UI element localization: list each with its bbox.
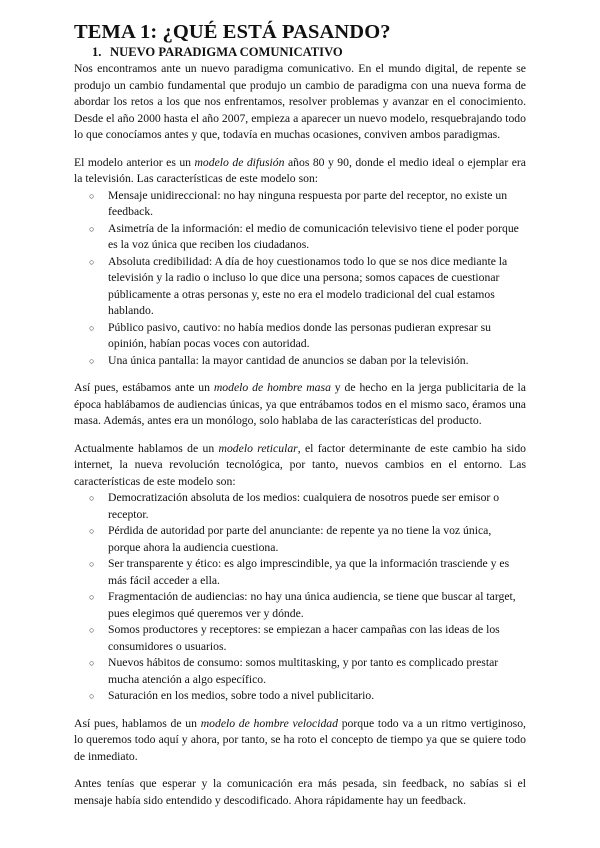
list-item: ○ Ser transparente y ético: es algo imprescindible, ya que la información trasciende y es más fácil acceder a ella. [89,557,510,587]
section-number: 1. [92,45,102,59]
bullet-icon: ○ [89,256,95,267]
paragraph-modelo-difusion: El modelo anterior es un modelo de difusión años 80 y 90, donde el medio ideal o ejemplar era la televisión. Las características de este modelo son: [74,155,526,185]
term-hombre-masa: modelo de hombre masa [213,381,331,394]
list-item: ○ Una única pantalla: la mayor cantidad de anuncios se daban por la televisión. [108,353,526,370]
paragraph-modelo-reticular: Actualmente hablamos de un modelo reticular, el factor determinante de este cambio ha sido internet, la nueva revolución tecnológica, por tanto, nuevos cambios en el entorno. Las características de este modelo son: [74,441,527,488]
bullet-icon: ○ [89,658,95,668]
term-hombre-velocidad: modelo de hombre velocidad [200,716,338,730]
paragraph-intro: Nos encontramos ante un nuevo paradigma comunicativo. En el mundo digital, de repente se produjo un cambio fundamental que produjo un cambio de paradigma con una nueva forma de abordar los retos a los que nos enfrentamos, resolver problemas y avanzar en el conocimiento. Desde el año 2000 hasta el año 2007, empieza a aparecer un nuevo modelo, resquebrajando todo lo que conocíamos antes y que, todavía en muchas ocasiones, conviven ambos paradigmas. [74,62,526,141]
bullet-icon: ○ [89,691,95,701]
list-item: ○ Absoluta credibilidad: A día de hoy cuestionamos todo lo que se nos dice mediante la televisión y la radio o incluso lo que dice una persona; somos capaces de cuestionar públicamente a otras personas y, este no era el modelo tradicional del cual estamos hablando. [89,254,508,317]
list-item: ○ Democratización absoluta de los medios: cualquiera de nosotros puede ser emisor o receptor. [89,491,500,521]
list-item: ○ Pérdida de autoridad por parte del anunciante: de repente ya no tiene la voz única, porque ahora la audiencia cuestiona. [89,524,492,554]
list-reticular [74,490,526,705]
paragraph-hombre-velocidad: Así pues, hablamos de un modelo de hombre velocidad porque todo va a un ritmo vertiginoso, lo queremos todo aquí y ahora, por tanto, se ha roto el concepto de tiempo ya que se quiere todo de inmediato. [74,716,526,763]
bullet-icon: ○ [89,322,95,333]
paragraph-feedback: Antes tenías que esperar y la comunicación era más pesada, sin feedback, no sabías si el mensaje había sido entendido y descodificado. Ahora rápidamente hay un feedback. [74,777,526,807]
list-item: ○ Mensaje unidireccional: no hay ninguna respuesta por parte del receptor, no existe un feedback. [89,188,508,218]
section-title: NUEVO PARADIGMA COMUNICATIVO [110,45,343,59]
list-item: ○ Asimetría de la información: el medio de comunicación televisivo tiene el poder porque es la voz única que reciben los ciudadanos. [89,221,519,251]
bullet-icon: ○ [89,493,95,503]
bullet-icon: ○ [89,625,95,635]
list-item: ○ Somos productores y receptores: se empiezan a hacer campañas con las ideas de los consumidores o usuarios. [89,623,500,653]
list-item: ○ Público pasivo, cautivo: no había medios donde las personas pudieran expresar su opinión, habían pocas voces con autoridad. [89,320,491,350]
bullet-icon: ○ [89,223,95,234]
bullet-icon: ○ [89,592,95,602]
paragraph-hombre-masa: Así pues, estábamos ante un modelo de hombre masa y de hecho en la jerga publicitaria de la época hablábamos de audiencias únicas, ya que entrábamos todos en el mismo saco, éramos una masa. Además, antes era un monólogo, solo hablaba de las características del producto. [74,381,526,427]
bullet-icon: ○ [89,559,95,569]
bullet-icon: ○ [89,190,95,201]
term-modelo-reticular: modelo reticular [218,441,298,455]
bullet-icon: ○ [89,355,95,366]
list-item: ○ Fragmentación de audiencias: no hay una única audiencia, se tiene que buscar al target, pues elegimos qué queremos ver y dónde. [89,590,516,620]
list-difusion [74,188,526,370]
term-modelo-difusion: modelo de difusión [194,155,285,169]
section-heading [92,44,526,61]
page-title: TEMA 1: ¿QUÉ ESTÁ PASANDO? [74,21,391,43]
list-item: ○ Nuevos hábitos de consumo: somos multitasking, y por tanto es complicado prestar mucha atención a algo específico. [89,656,499,686]
bullet-icon: ○ [89,526,95,536]
list-item: ○ Saturación en los medios, sobre todo a nivel publicitario. [108,688,526,705]
